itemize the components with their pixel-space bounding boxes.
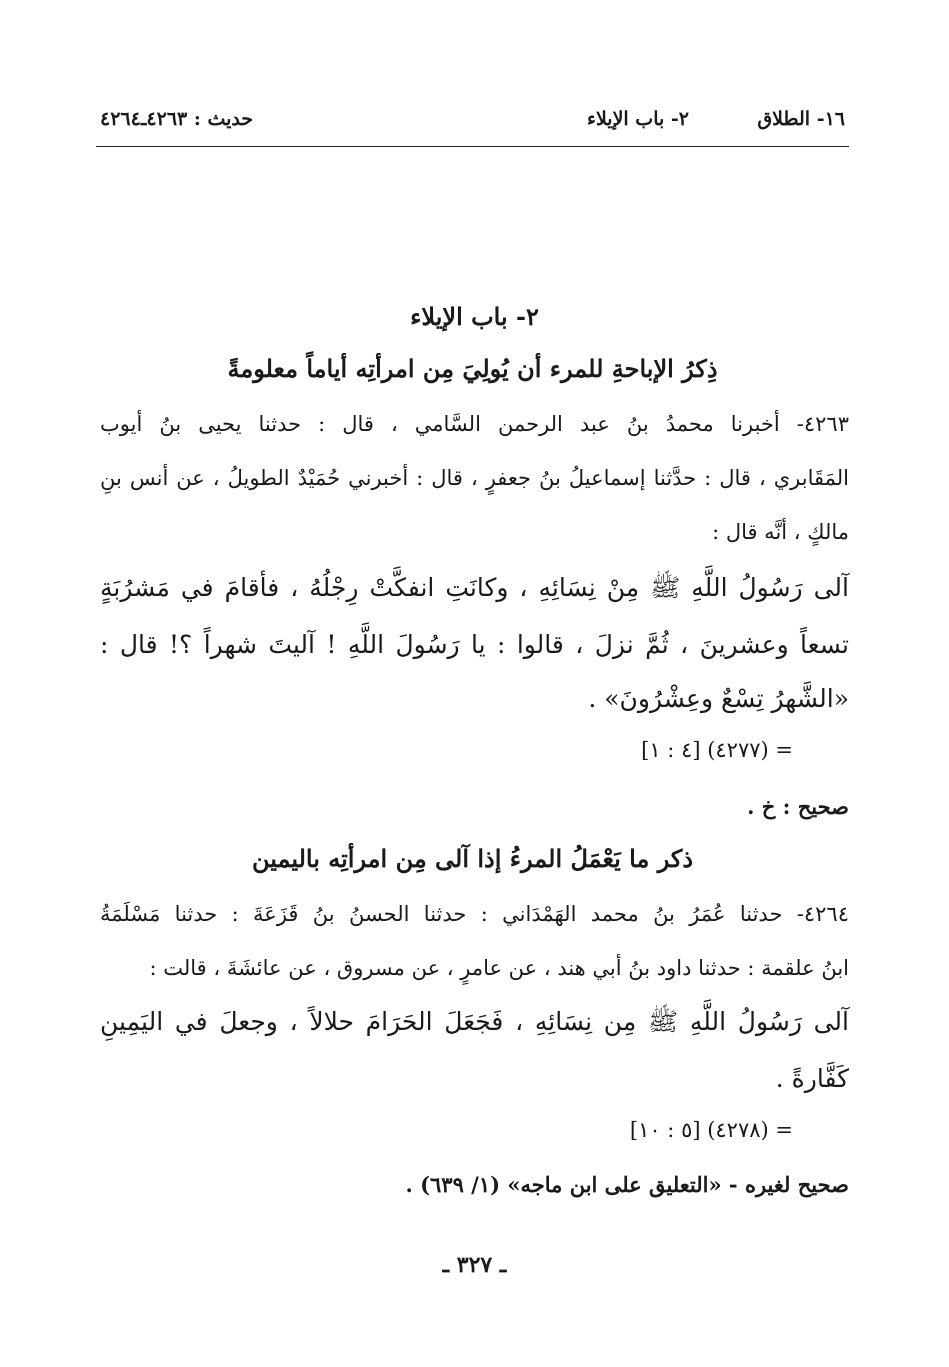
hadith-1-matn-line-2: تسعاً وعشرينَ ، ثُمَّ نزلَ ، قالوا : يا رَسُولَ اللَّهِ ! آليتَ شهراً ؟! قال : [100, 630, 849, 659]
hadith-2-isnad-line-2: ابنُ علقمة : حدثنا داود بنُ أبي هند ، عن عامرٍ ، عن مسروق ، عن عائشَةَ ، قالت : [149, 956, 849, 980]
header-hadith-range: حديث : ٤٢٦٣ـ٤٢٦٤ [100, 108, 254, 130]
hadith-1-matn-line-3: «الشَّهرُ تِسْعٌ وعِشْرُونَ» . [588, 684, 849, 713]
header-chapter: ١٦- الطلاق [757, 108, 845, 130]
hadith-1-grade: صحيح : خ . [747, 794, 849, 819]
hadith-2-isnad-line-1: ٤٢٦٤- حدثنا عُمَرُ بنُ محمد الهَمْدَاني : حدثنا الحسنُ بنُ قَزَعَةَ : حدثنا مَسْلَمَةُ [100, 902, 849, 926]
header-section: ٢- باب الإيلاء [587, 108, 689, 130]
hadith-1-isnad-line-2: المَقَابري ، قال : حدَّثنا إسماعيلُ بنُ جعفرٍ ، قال : أخبرني حُمَيْدٌ الطويلُ ، عن أنس بنِ [100, 466, 849, 490]
hadith-1-isnad-line-1: ٤٢٦٣- أخبرنا محمدُ بنُ عبد الرحمن السَّامي ، قال : حدثنا يحيى بنُ أيوب [100, 412, 849, 436]
running-header [96, 104, 849, 142]
hadith-1-matn-line-1: آلى رَسُولُ اللَّهِ ﷺ مِنْ نِسَائِهِ ، وكانَتِ انفكَّتْ رِجْلُهُ ، فأقامَ في مَشرُبَةٍ [100, 573, 849, 602]
page-number: ـ ٣٢٧ ـ [442, 1252, 507, 1278]
hadith-2-reference: = (٤٢٧٨) [٥ : ١٠] [629, 1118, 793, 1142]
section-title: ٢- باب الإيلاء [410, 302, 539, 331]
hadith-2-matn-line-2: كَفَّارةً . [775, 1064, 849, 1093]
hadith-1-isnad-line-3: مالكٍ ، أنَّه قال : [712, 520, 849, 544]
hadith-2-matn-line-1: آلى رَسُولُ اللَّهِ ﷺ مِن نِسَائِهِ ، فَجَعَلَ الحَرَامَ حلالاً ، وجعلَ في اليَمِينِ [100, 1007, 849, 1036]
header-rule [96, 146, 849, 147]
chapter-heading-2: ذكر ما يَعْمَلُ المرءُ إذا آلى مِن امرأتِه باليمين [251, 844, 694, 873]
hadith-1-reference: = (٤٢٧٧) [٤ : ١] [641, 738, 793, 762]
chapter-heading-1: ذِكرُ الإباحةِ للمرء أن يُولِيَ مِن امرأتِه أياماً معلومةً [227, 354, 718, 383]
hadith-2-grade: صحيح لغيره - «التعليق على ابن ماجه» (١/ ٦٣٩) . [405, 1172, 849, 1197]
